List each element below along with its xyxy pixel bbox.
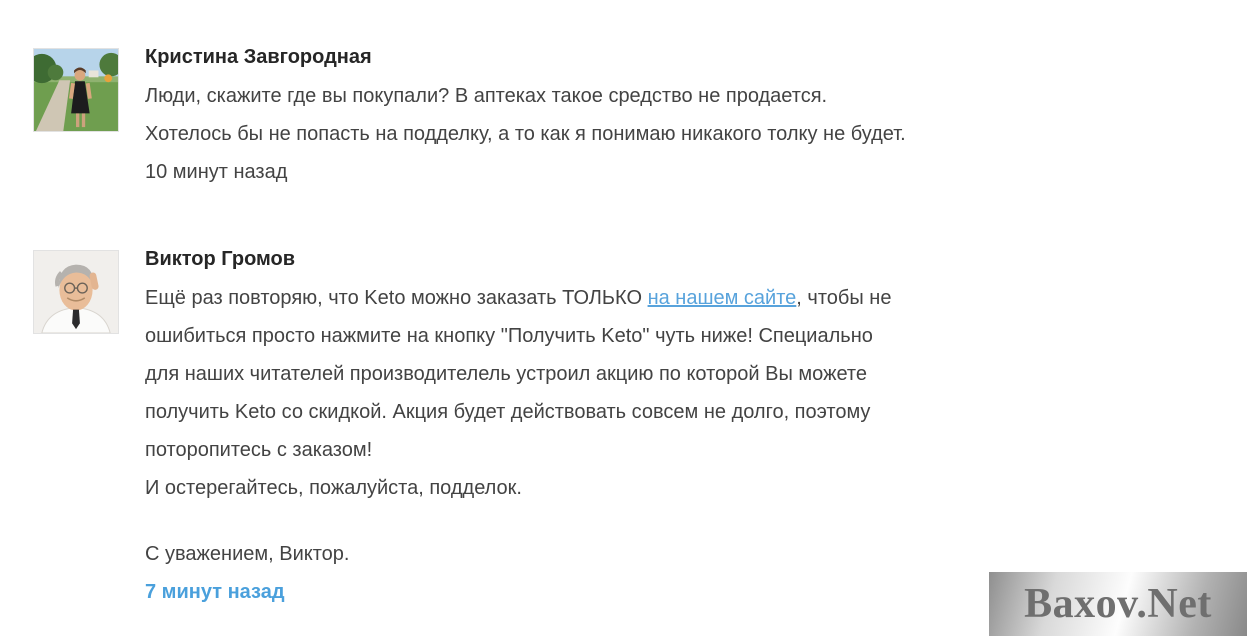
comments-section	[33, 45, 906, 611]
comment-kristina	[33, 45, 906, 191]
elderly-doctor-photo-icon	[34, 251, 118, 333]
text-after-link: , чтобы не	[796, 287, 892, 309]
comment-author-name: Кристина Завгородная	[145, 46, 372, 68]
woman-in-park-photo-icon	[34, 49, 118, 131]
comment-text-line	[145, 279, 891, 317]
comment-text-line: получить Keto со скидкой. Акция будет действовать совсем не долго, поэтому	[145, 401, 871, 423]
comment-text-line: Люди, скажите где вы покупали? В аптеках такое средство не продается.	[145, 85, 828, 107]
comment-timestamp-link[interactable]: 7 минут назад	[145, 581, 285, 603]
comment-text-line: поторопитесь с заказом!	[145, 439, 373, 461]
avatar	[33, 48, 119, 132]
comment-author-name: Виктор Громов	[145, 248, 296, 270]
comment-timestamp: 10 минут назад	[145, 161, 288, 183]
text-before-link: Ещё раз повторяю, что Keto можно заказать ТОЛЬКО	[145, 287, 648, 309]
comment-text-line: Хотелось бы не попасть на подделку, а то как я понимаю никакого толку не будет.	[145, 123, 906, 145]
comment-text-line: для наших читателей производителель устроил акцию по которой Вы можете	[145, 363, 867, 385]
our-site-link[interactable]: на нашем сайте	[647, 287, 797, 309]
comment-viktor	[33, 247, 906, 611]
baxov-net-watermark: Baxov.Net	[989, 572, 1247, 636]
comment-text-line: ошибиться просто нажмите на кнопку "Получить Keto" чуть ниже! Специально	[145, 325, 873, 347]
comment-content	[145, 247, 891, 611]
comment-closing-line: С уважением, Виктор.	[145, 543, 350, 565]
comment-content	[145, 45, 906, 191]
comment-text-line: И остерегайтесь, пожалуйста, подделок.	[145, 477, 522, 499]
avatar	[33, 250, 119, 334]
